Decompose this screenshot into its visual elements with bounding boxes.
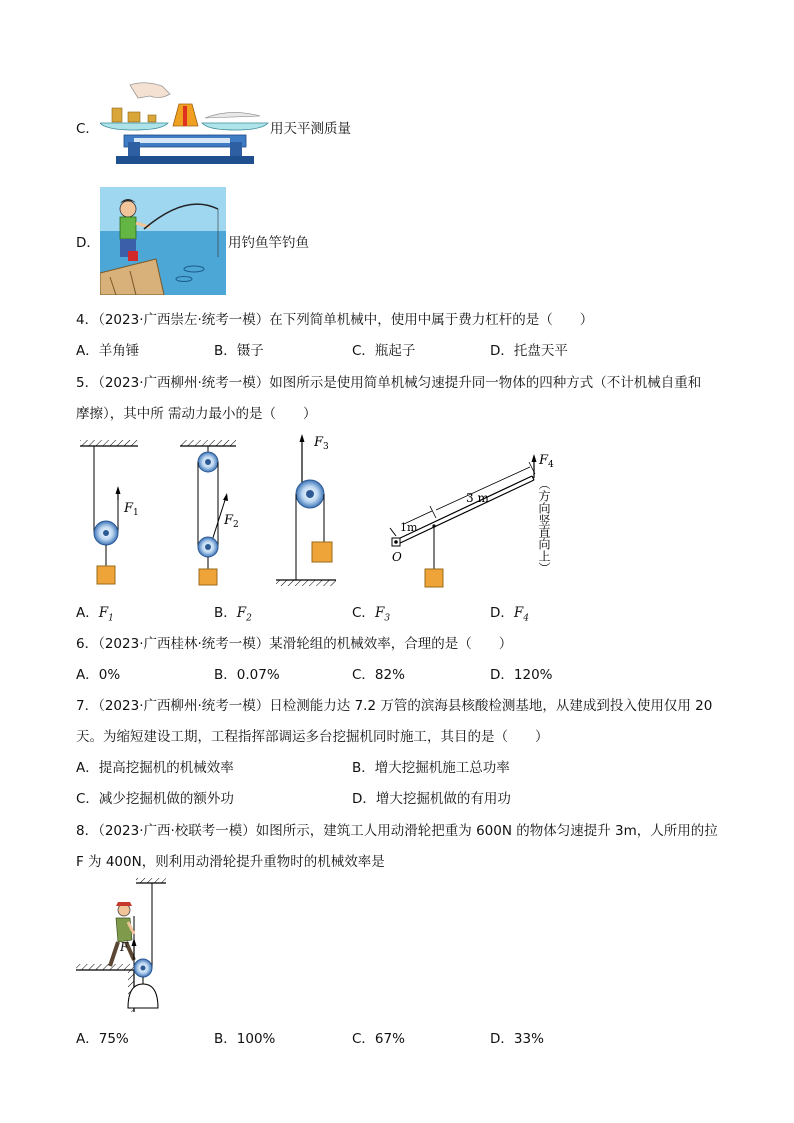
q3-option-c-letter: C． bbox=[76, 121, 99, 137]
q7-option-b: B．增大挖掘机施工总功率 bbox=[352, 760, 510, 776]
fig-fixed-pulley bbox=[276, 434, 336, 586]
pulley-lever-figure bbox=[74, 432, 564, 592]
q8-stem-line1: 8．（2023·广西·校联考一模）如图所示，建筑工人用动滑轮把重为 600N 的物体匀速提升 3m，人所用的拉 bbox=[76, 823, 718, 839]
q5-option-a: A．$F_1$ bbox=[76, 605, 114, 624]
q7-option-d: D．增大挖掘机做的有用功 bbox=[352, 791, 511, 807]
balance-scale-image bbox=[100, 80, 270, 172]
fishing-image bbox=[100, 187, 226, 295]
fig-label-direction: （方向竖直向上） bbox=[537, 478, 551, 574]
q8-option-d: D．33% bbox=[490, 1031, 544, 1047]
q4-stem: 4．（2023·广西崇左·统考一模）在下列简单机械中，使用中属于费力杠杆的是（ ） bbox=[76, 312, 594, 328]
q8-stem-line2: F 为 400N，则利用动滑轮提升重物时的机械效率是 bbox=[76, 854, 385, 870]
q8-option-c: C．67% bbox=[352, 1031, 405, 1047]
fig-label-f1: $F_1$ bbox=[124, 501, 139, 518]
fig-label-1m: 1m bbox=[400, 521, 418, 534]
q7-stem-line2: 天。为缩短建设工期，工程指挥部调运多台挖掘机同时施工，其目的是（ ） bbox=[76, 729, 549, 745]
q7-option-a: A．提高挖掘机的机械效率 bbox=[76, 760, 234, 776]
fig-label-pivot: O bbox=[392, 550, 402, 564]
q4-option-d: D．托盘天平 bbox=[490, 343, 568, 359]
q4-option-c: C．瓶起子 bbox=[352, 343, 416, 359]
q6-option-b: B．0.07% bbox=[214, 667, 280, 683]
q8-option-a: A．75% bbox=[76, 1031, 129, 1047]
q5-option-c: C．$F_3$ bbox=[352, 605, 391, 624]
q3-option-c-caption: 用天平测质量 bbox=[270, 121, 351, 137]
q5-stem-line1: 5．（2023·广西柳州·统考一模）如图所示是使用简单机械匀速提升同一物体的四种方式（不计机械自重和 bbox=[76, 375, 702, 391]
q3-option-d-caption: 用钓鱼竿钓鱼 bbox=[228, 235, 309, 251]
q4-option-a: A．羊角锤 bbox=[76, 343, 140, 359]
q6-option-c: C．82% bbox=[352, 667, 405, 683]
q6-stem: 6．（2023·广西桂林·统考一模）某滑轮组的机械效率，合理的是（ ） bbox=[76, 636, 513, 652]
q6-option-a: A．0% bbox=[76, 667, 121, 683]
q5-option-b: B．$F_2$ bbox=[214, 605, 252, 624]
q6-option-d: D．120% bbox=[490, 667, 553, 683]
q3-option-d-letter: D． bbox=[76, 235, 100, 251]
fig-label-f4: $F_4$ bbox=[539, 453, 554, 470]
q8-fig-force-label: F bbox=[120, 940, 129, 954]
q7-option-c: C．减少挖掘机做的额外功 bbox=[76, 791, 234, 807]
fig-label-3m: 3 m bbox=[466, 491, 489, 505]
q5-option-d: D．$F_4$ bbox=[490, 605, 530, 624]
fig-label-f2: $F_2$ bbox=[224, 513, 239, 530]
q5-stem-line2: 摩擦），其中所 需动力最小的是（ ） bbox=[76, 406, 317, 422]
q4-option-b: B．镊子 bbox=[214, 343, 264, 359]
fig-label-f3: $F_3$ bbox=[314, 435, 329, 452]
worker-pulley-figure bbox=[76, 876, 196, 1012]
q8-option-b: B．100% bbox=[214, 1031, 276, 1047]
q7-stem-line1: 7．（2023·广西柳州·统考一模）日检测能力达 7.2 万管的滨海县核酸检测基地，从建成到投入使用仅用 20 bbox=[76, 698, 713, 714]
